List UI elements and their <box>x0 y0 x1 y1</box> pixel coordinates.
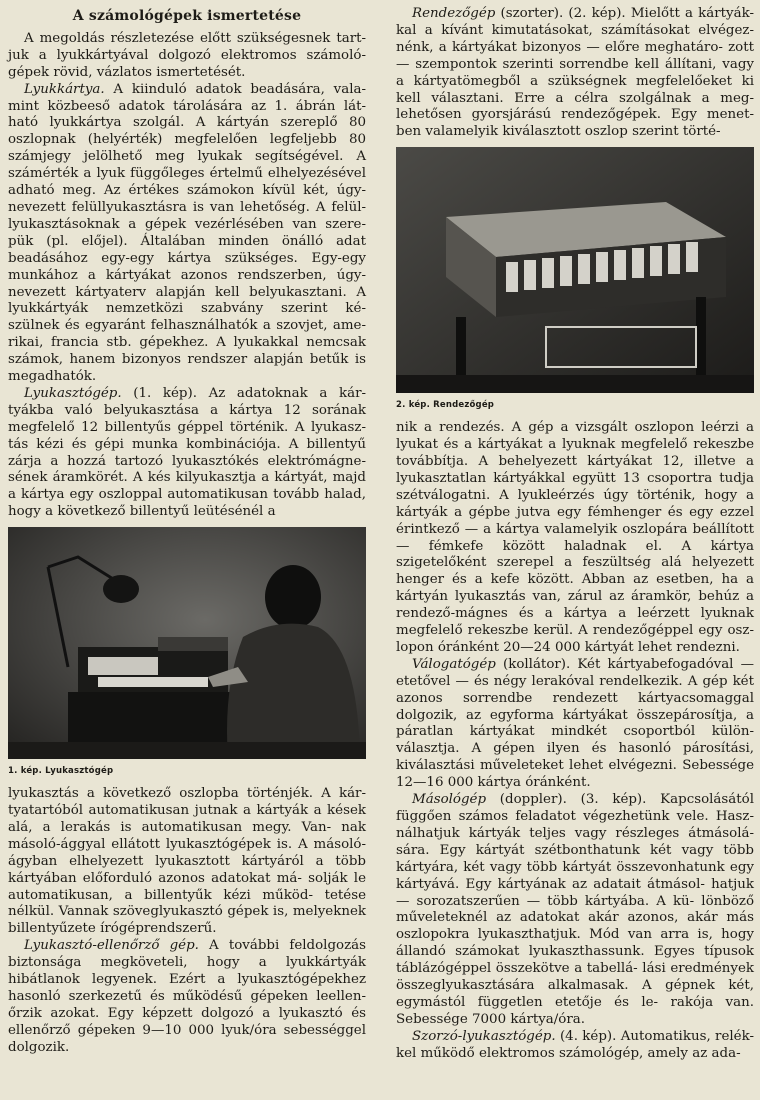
rendezogep-continued: nik a rendezés. A gép a vizsgált oszlopon leérzi a lyukat és a kártyákat a lyuknak megfelelő rekeszbe továbbítja. A behelyezett kártyákat 12, illetve a lyukasztatlan kártyákkal együtt 13 csoportra tudja szétválogatni. A lyukleérzés úgy történik, hogy a kártyák a gépbe jutva egy fémhenger és egy ezzel érintkező — a kártya valamelyik oszlopára beállított — fémkefe között haladnak el. A kártya szigetelőként szerepel a feszültség alá helyezett henger és a kefe között. Abban az esetben, ha a kártyán lyukasztás van, zárul az áramkör, behúz a rendező-mágnes és a kártya a leérzett lyuknak megfelelő rekeszbe kerül. A rendezőgéppel egy osz- lopon óránként 20—24 000 kártyát lehet rendezni. <box>396 420 754 655</box>
figure-2-caption: 2. kép. Rendezőgép <box>396 400 495 411</box>
lyukkartya-paragraph <box>8 82 366 386</box>
lyukasztogep-term: Lyukasztógép. <box>24 385 122 401</box>
rendezogep-text: (szorter). (2. kép). Mielőtt a kártyák- kal a kívánt kimutatásokat, számításokat elvégez- nénk, a kártyákat bizonyos — előre meghatáro- zott — szempontok szerinti sorrendbe kell állítani, vagy a kártyatömegből a szükségnek megfelelőeket ki kell választani. Erre a célra szolgálnak a meg- lehetősen gyorsjárású rendezőgépek. Egy menet- ben valamelyik kiválasztott oszlop szerint törté- <box>396 6 754 140</box>
rendezogep-term: Rendezőgép <box>412 6 496 21</box>
masologep-paragraph <box>396 792 754 1029</box>
intro-paragraph: A megoldás részletezése előtt szükségesnek tart- juk a lyukkártyával dolgozó elektromos számoló- gépek rövid, vázlatos ismertetését. <box>8 30 366 80</box>
ellenorzo-term: Lyukasztó-ellenőrző gép. <box>24 938 199 954</box>
lyukkartya-text: A kiinduló adatok beadására, vala- mint közbeeső adatok tárolására az 1. ábrán lát- ható lyukkártya szolgál. A kártyán szereplő 80 oszlopnak (helyérték) megfelelően legfeljebb 80 számjegy jelölhető meg lyukak segítségével. A számérték a lyuk függőleges értelmű elhelyezésével adható meg. Az értékes számokon kívül két, úgy- nevezett felüllyukasztásra is van lehetőség. A felül- lyukasztásoknak a gépek vezérlésében van szere- pük (pl. előjel). Általában minden önálló adat beadásához egy-egy kártya szükséges. Egy-egy munkához a kártyákat azonos rendszerben, úgy- nevezett kártyaterv alapján kell belyukasztani. A lyukkártyák nemzetközi szabvány szerint ké- szülnek és egyaránt felhasználhatók a szovjet, ame- rikai, francia stb. gépekhez. A lyukakkal nemcsak számok, hanem bizonyos rendszer alapján betűk is megadhatók. <box>8 81 366 385</box>
ellenorzo-paragraph <box>8 938 366 1056</box>
keypunch-operator-image <box>8 527 366 759</box>
valogatogep-paragraph <box>396 657 754 792</box>
figure-2-photo <box>396 147 754 393</box>
sorter-machine-image <box>396 147 754 393</box>
ellenorzo-text: A további feldolgozás biztonsága megköveteli, hogy a lyukkártyák hibátlanok legyenek. Ezért a lyukasztógépekhez hasonló szerkezetű és működésű gépeken leellen- őrzik azokat. Egy képzett dolgozó a lyukasztó és ellenőrző gépeken 9—10 000 lyuk/óra sebességgel dolgozik. <box>8 938 366 1055</box>
valogatogep-text: (kollátor). Két kártyabefogadóval — etetővel — és négy lerakóval rendelkezik. A gép két azonos sorrendbe rendezett kártyacsomaggal dolgozik, az egyforma kártyákat összepárosítja, a páratlan kártyákat mindkét csoportból külön- választja. A gépen ilyen és hasonló párosítási, kiválasztási műveleteket lehet elvégezni. Sebessége 12—16 000 kártya óránként. <box>396 656 754 791</box>
szorzo-paragraph <box>396 1029 754 1063</box>
figure-1-photo <box>8 527 366 759</box>
section-title: A számológépek ismertetése <box>72 8 302 24</box>
masologep-text: (doppler). (3. kép). Kapcsolásától függően számos feladatot végezhetünk vele. Hasz- nálhatjuk kártyák teljes vagy részleges átmásolá- sára. Egy kártyát szétbonthatunk két vagy több kártyára, két vagy több kártyát összevonhatunk egy kártyává. Egy kártyának az adatait átmásol- hatjuk — sorozatszerűen — több kártyába. A kü- lönböző műveleteknél az adatokat akár azonos, akár más oszlopokra lyukaszthatjuk. Mód van arra is, hogy állandó számokat lyukaszthassunk. Egyes típusok táblázógéppel összekötve a tabellá- lási eredmények összeglyukasztására alkalmasak. A gépnek két, egymástól független etetője és le- rakója van. Sebessége 7000 kártya/óra. <box>396 792 754 1027</box>
figure-1 <box>8 527 366 780</box>
figure-1-caption: 1. kép. Lyukasztógép <box>8 766 114 777</box>
lyukasztogep-text: (1. kép). Az adatoknak a kár- tyákba való belyukasztása a kártya 12 sorának megfelelő 12 billentyűs géppel történik. A lyukasz- tás kézi és gépi munka kombinációja. A billentyű zárja a hozzá tartozó lyukasztókés elektrómágne- sének áramkörét. A kés kilyukasztja a kártyát, majd a kártya egy oszloppal automatikusan tovább halad, hogy a következő billentyű leütésénél a <box>8 385 366 520</box>
rendezogep-paragraph <box>396 6 754 141</box>
szorzo-text: (4. kép). Automatikus, relék- kel működő elektromos számológép, amely az ada- <box>396 1028 754 1061</box>
lyukkartya-term: Lyukkártya. <box>24 81 105 97</box>
masologep-term: Másológép <box>412 792 487 808</box>
right-column <box>396 6 754 1063</box>
valogatogep-term: Válogatógép <box>412 656 496 672</box>
lyukasztogep-paragraph <box>8 386 366 521</box>
figure-2 <box>396 147 754 414</box>
szorzo-term: Szorzó-lyukasztógép. <box>412 1028 556 1044</box>
left-column <box>8 6 366 1057</box>
lyukasztogep-continued: lyukasztás a következő oszlopba történjék. A kár- tyatartóból automatikusan jutnak a kártyák a kések alá, a lerakás is automatikusan megy. Van- nak másoló-ággyal ellátott lyukasztógépek is. A másoló-ágyban elhelyezett lyukasztott kártyáról a több kártyában előforduló azonos adatokat má- solják le automatikusan, a billentyűk kézi működ- tetése nélkül. Vannak szöveglyukasztó gépek is, melyeknek billentyűzete írógéprendszerű. <box>8 786 366 937</box>
